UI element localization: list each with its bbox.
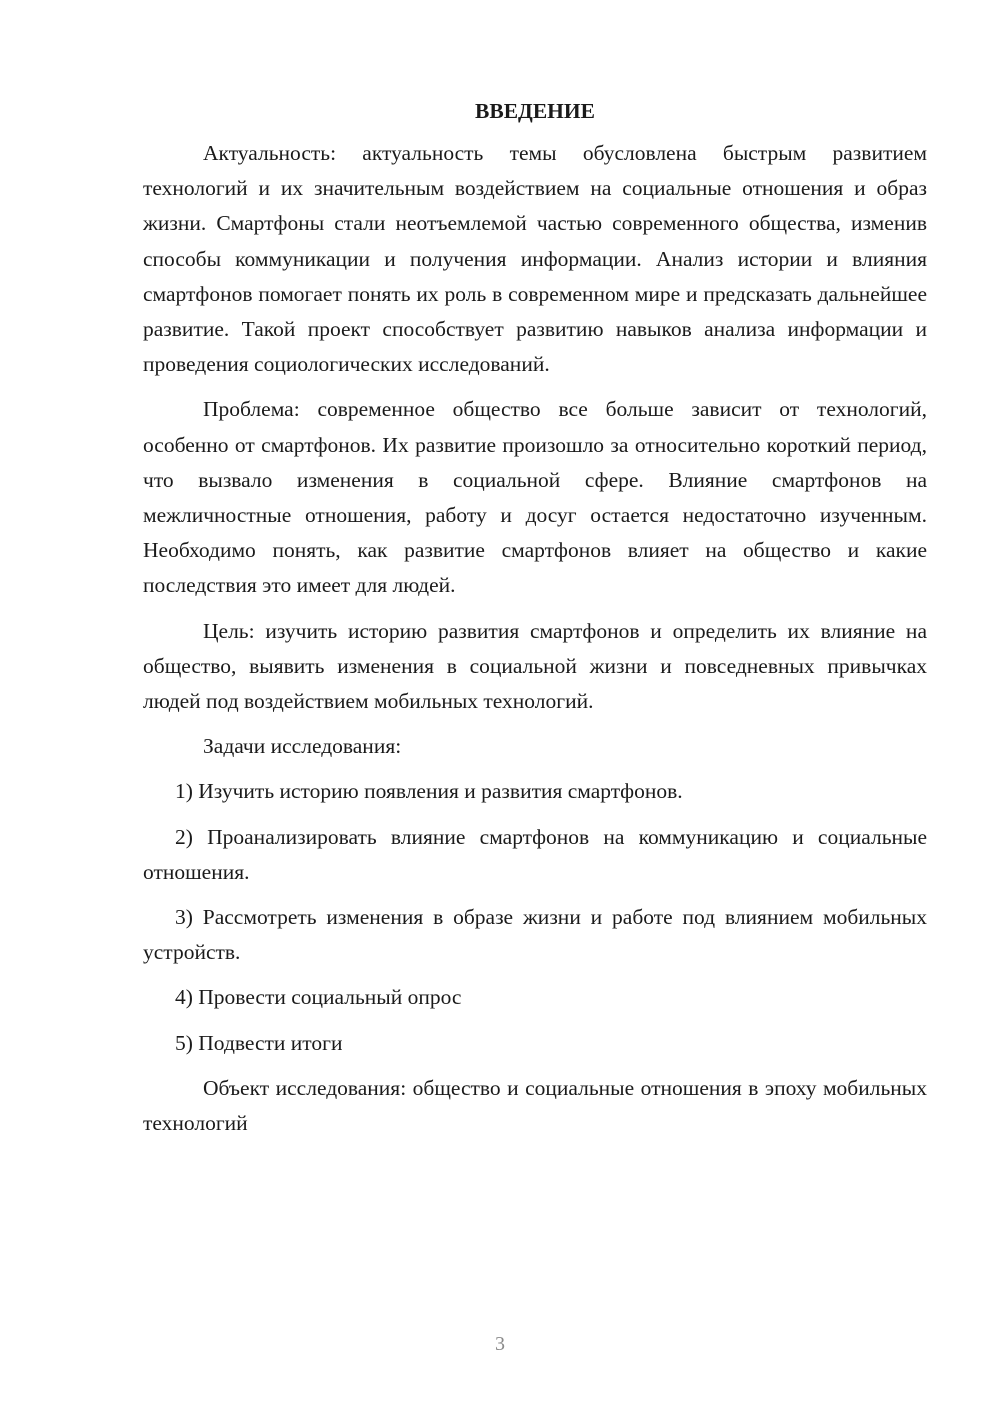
document-body <box>143 96 927 1151</box>
task-item-4: 4) Провести социальный опрос <box>175 985 462 1010</box>
task-item-1: 1) Изучить историю появления и развития смартфонов. <box>175 779 683 804</box>
task-item-5: 5) Подвести итоги <box>175 1030 343 1055</box>
paragraph-object: Объект исследования: общество и социальные отношения в эпоху мобильных технологий <box>143 1075 927 1136</box>
section-heading: ВВЕДЕНИЕ <box>475 99 595 123</box>
task-item-2: 2) Проанализировать влияние смартфонов на коммуникацию и социальные отношения. <box>143 824 927 884</box>
task-item-3: 3) Рассмотреть изменения в образе жизни и работе под влиянием мобильных устройств. <box>143 905 927 965</box>
paragraph-relevance: Актуальность: актуальность темы обусловлена быстрым развитием технологий и их значительным воздействием на социальные отношения и образ жизни. Смартфоны стали неотъемлемой частью современного общества, изменив способы коммуникации и получения информации. Анализ истории и влияния смартфонов помогает понять их роль в современном мире и предсказать дальнейшее развитие. Такой проект способствует развитию навыков анализа информации и проведения социологических исследований. <box>143 141 927 377</box>
paragraph-problem: Проблема: современное общество все больше зависит от технологий, особенно от смартфонов. Их развитие произошло за относительно короткий период, что вызвало изменения в социальной сфере. Влияние смартфонов на межличностные отношения, работу и досуг остается недостаточно изученным. Необходимо понять, как развитие смартфонов влияет на общество и какие последствия это имеет для людей. <box>143 397 927 598</box>
tasks-heading: Задачи исследования: <box>203 734 402 759</box>
page-number: 3 <box>495 1333 505 1355</box>
paragraph-goal: Цель: изучить историю развития смартфонов и определить их влияние на общество, выявить изменения в социальной жизни и повседневных привычках людей под воздействием мобильных технологий. <box>143 618 927 714</box>
